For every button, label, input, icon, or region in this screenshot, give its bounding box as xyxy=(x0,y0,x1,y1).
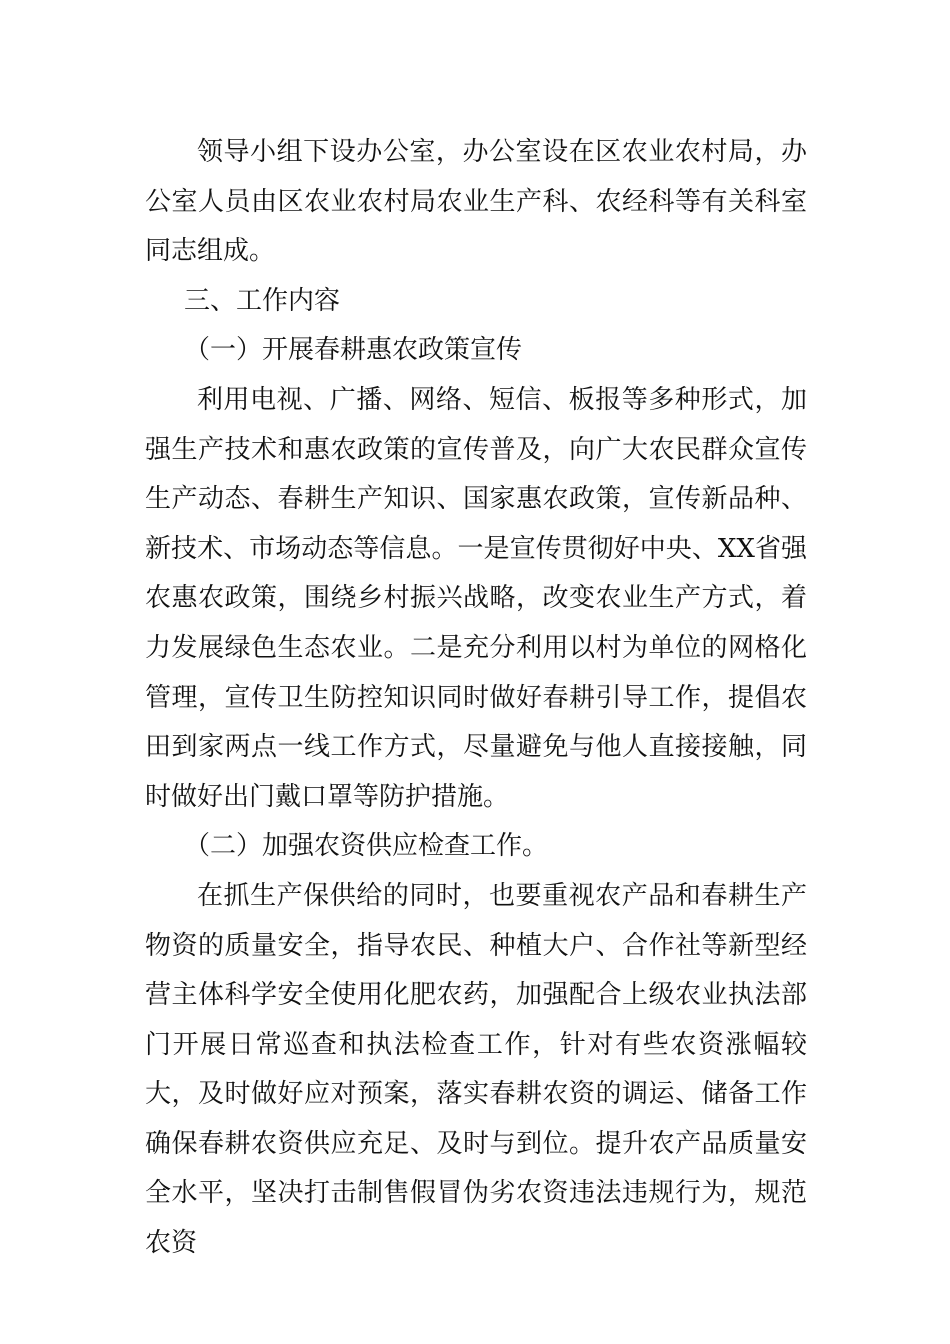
section-heading-work-content: 三、工作内容 xyxy=(184,285,341,316)
paragraph-supply-inspection: 在抓生产保供给的同时，也要重视农产品和春耕生产物资的质量安全，指导农民、种植大户、合作社等新型经营主体科学安全使用化肥农药，加强配合上级农业执法部门开展日常巡查和执法检查工作，针对有些农资涨幅较大，及时做好应对预案，落实春耕农资的调运、储备工作确保春耕农资供应充足、及时与到位。提升农产品质量安全水平，坚决打击制售假冒伪劣农资违法违规行为，规范农资 xyxy=(145,880,807,1259)
paragraph-office-setup: 领导小组下设办公室，办公室设在区农业农村局，办公室人员由区农业农村局农业生产科、农经科等有关科室同志组成。 xyxy=(145,137,807,267)
subsection-heading-supply-inspection: （二）加强农资供应检查工作。 xyxy=(184,831,549,862)
document-body xyxy=(145,128,807,1269)
subsection-heading-policy-promotion: （一）开展春耕惠农政策宣传 xyxy=(184,335,523,366)
paragraph-policy-promotion: 利用电视、广播、网络、短信、板报等多种形式，加强生产技术和惠农政策的宣传普及，向广大农民群众宣传生产动态、春耕生产知识、国家惠农政策，宣传新品种、新技术、市场动态等信息。一是宣传贯彻好中央、XX省强农惠农政策，围绕乡村振兴战略，改变农业生产方式，着力发展绿色生态农业。二是充分利用以村为单位的网格化管理，宣传卫生防控知识同时做好春耕引导工作，提倡农田到家两点一线工作方式，尽量避免与他人直接接触，同时做好出门戴口罩等防护措施。 xyxy=(145,384,807,812)
